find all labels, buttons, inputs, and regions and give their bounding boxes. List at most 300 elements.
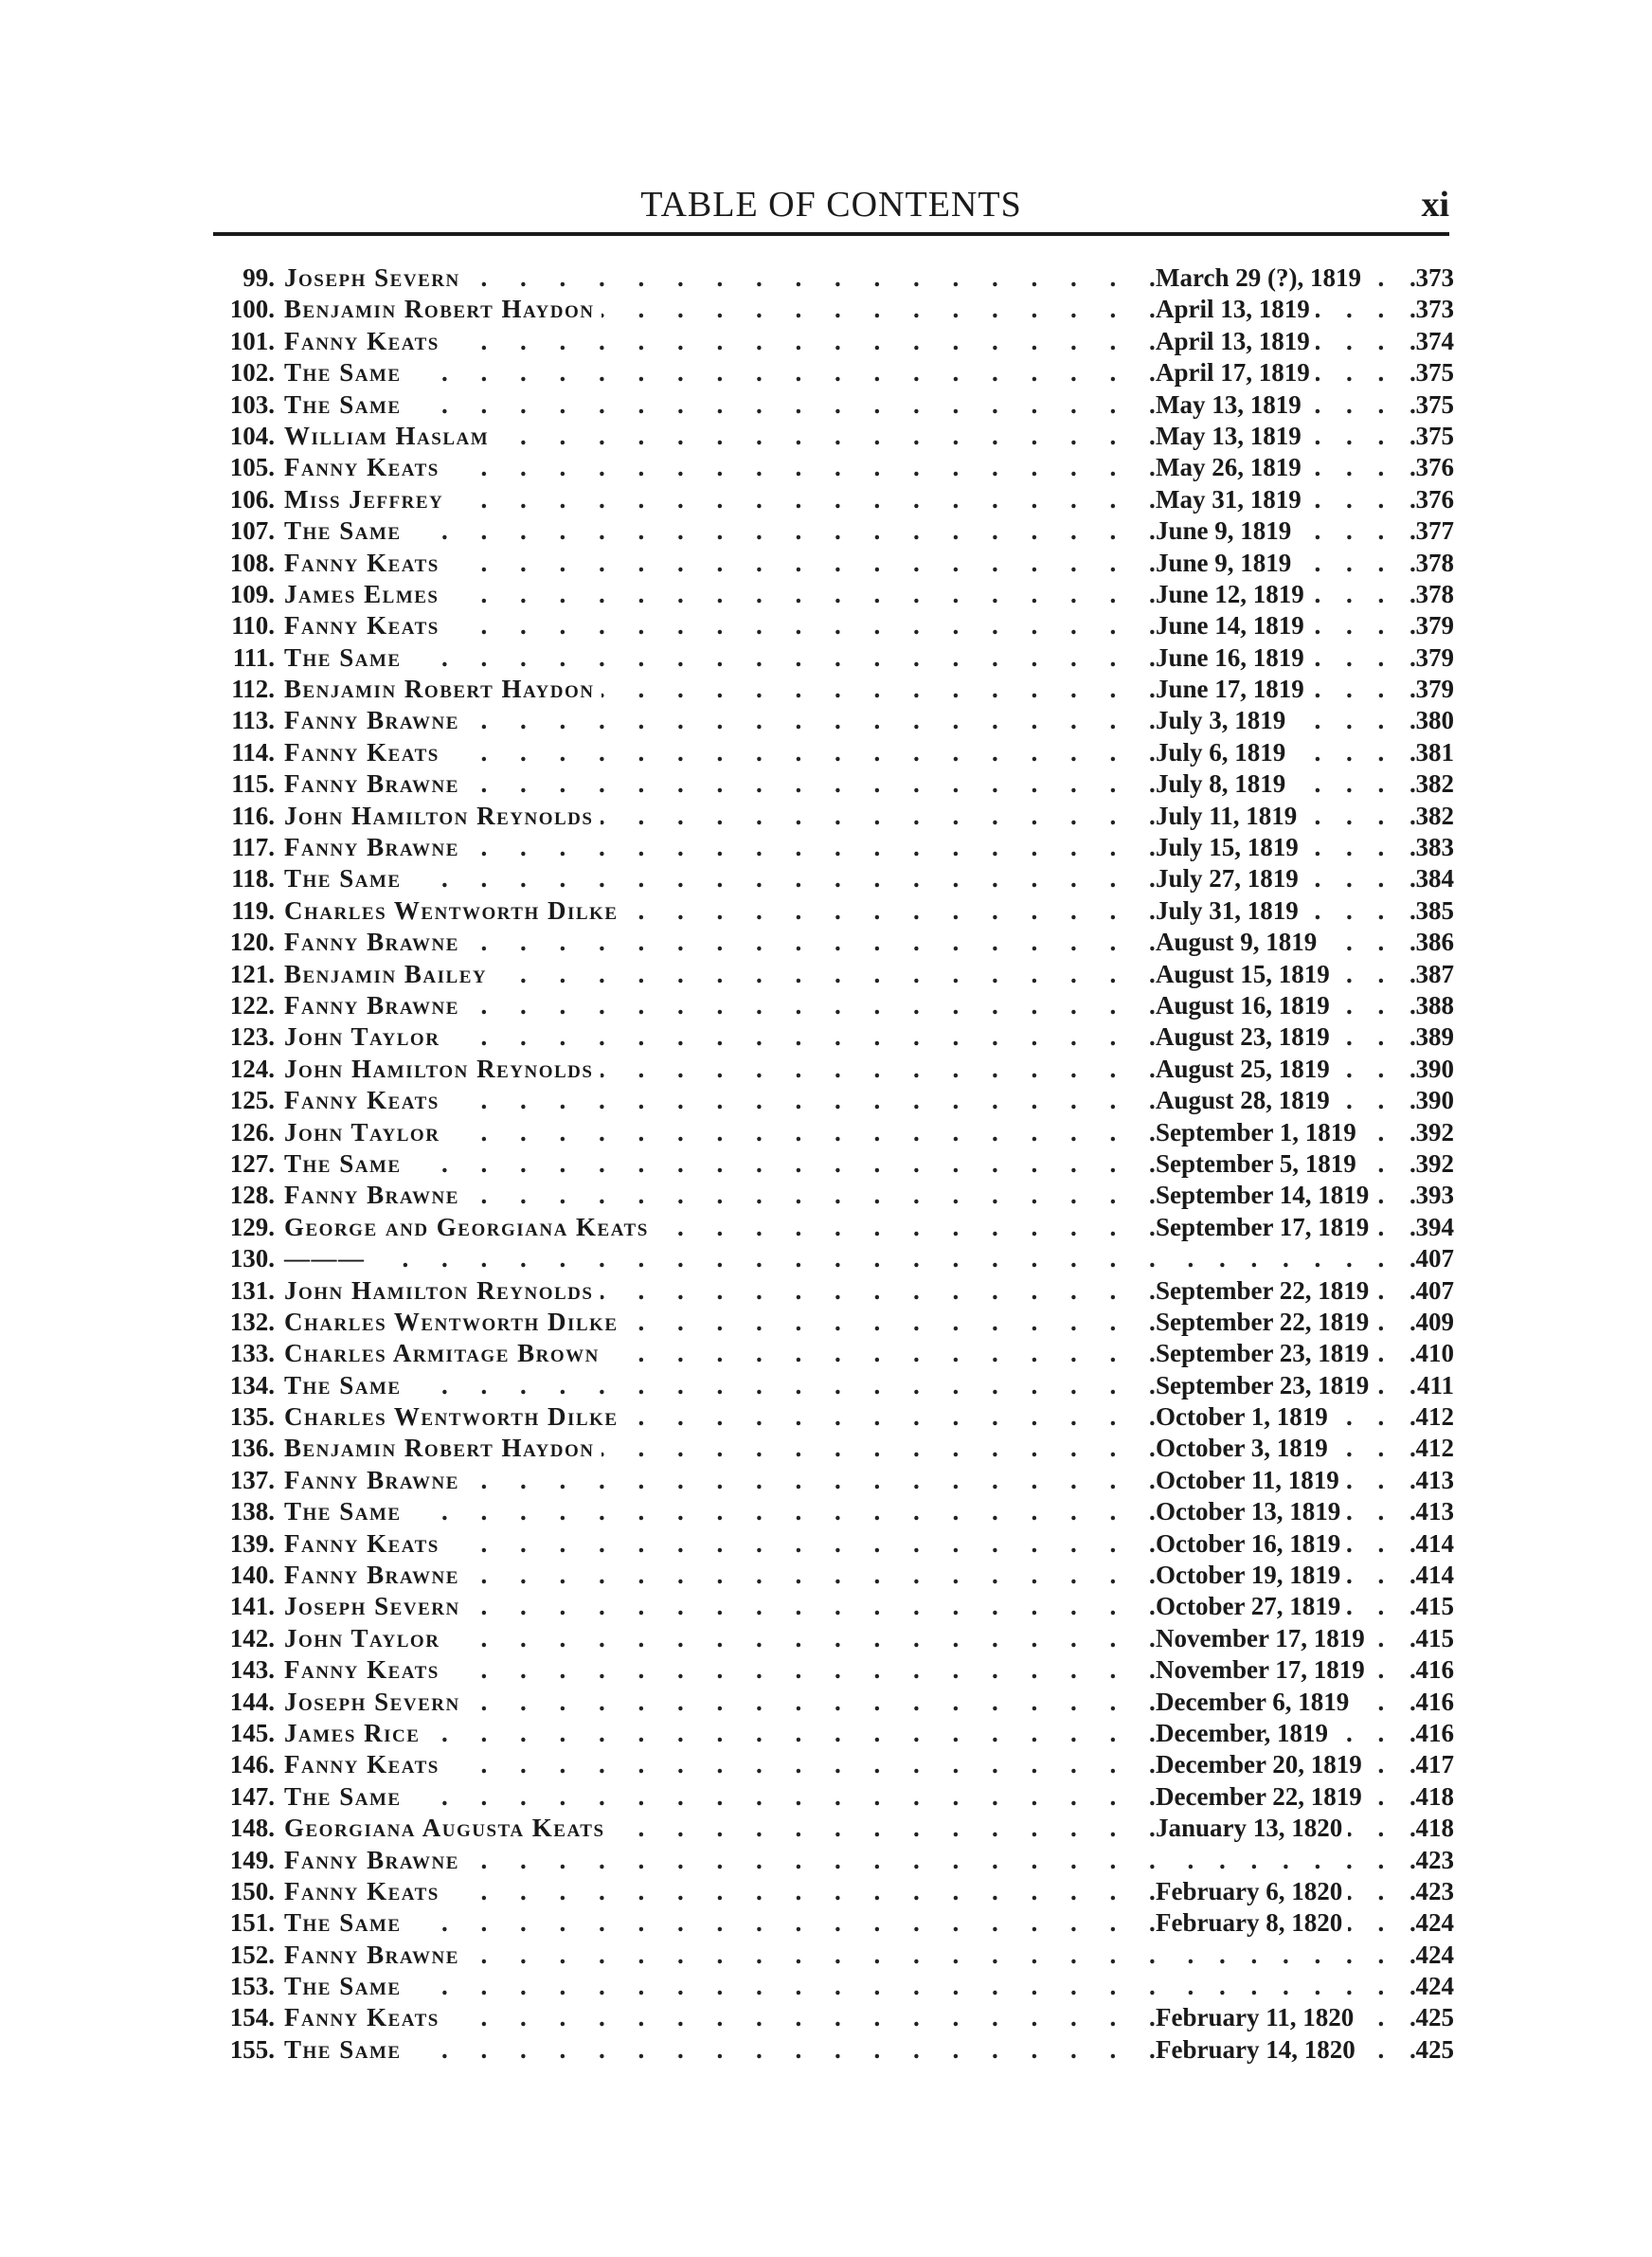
entry-date-cell	[1156, 1654, 1421, 1686]
entry-page: 376	[1407, 484, 1454, 515]
entry-recipient: John Hamilton Reynolds	[275, 801, 601, 832]
entry-number: 131.	[208, 1275, 275, 1307]
entry-number: 125.	[208, 1085, 275, 1116]
entry-date: July 3, 1819	[1156, 706, 1291, 734]
entry-page: 407	[1407, 1275, 1454, 1307]
entry-page: 407	[1407, 1243, 1454, 1274]
entry-date-cell	[1156, 801, 1421, 832]
entry-recipient: Joseph Severn	[275, 1687, 468, 1718]
entry-recipient: Fanny Keats	[275, 1654, 447, 1686]
entry-date-cell	[1156, 1781, 1421, 1813]
entry-date: December 6, 1819	[1156, 1688, 1355, 1716]
entry-number: 109.	[208, 579, 275, 610]
toc-entry	[208, 1940, 1454, 1971]
entry-number: 119.	[208, 895, 275, 927]
entry-date: July 11, 1819	[1156, 802, 1302, 830]
entry-recipient: The Same	[275, 515, 409, 547]
entry-recipient: Fanny Brawne	[275, 705, 467, 736]
toc-entry	[208, 832, 1454, 863]
entry-date-cell	[1156, 1940, 1421, 1971]
entry-page: 375	[1407, 357, 1454, 388]
entry-date: December, 1819	[1156, 1719, 1334, 1747]
entry-date: August 16, 1819	[1156, 991, 1336, 1020]
entry-number: 142.	[208, 1623, 275, 1654]
entry-date: July 15, 1819	[1156, 833, 1304, 861]
entry-date: June 17, 1819	[1156, 675, 1310, 703]
entry-date: September 22, 1819	[1156, 1308, 1374, 1336]
toc-entry	[208, 1876, 1454, 1907]
entry-recipient: Fanny Brawne	[275, 1940, 467, 1971]
entry-page: 415	[1407, 1591, 1454, 1622]
toc-entry	[208, 262, 1454, 294]
entry-number: 115.	[208, 768, 275, 800]
entry-page: 425	[1407, 2034, 1454, 2066]
entry-date: December 22, 1819	[1156, 1782, 1368, 1811]
entry-recipient: Joseph Severn	[275, 1591, 468, 1622]
toc-entry	[208, 452, 1454, 483]
entry-date: September 17, 1819	[1156, 1213, 1374, 1241]
entry-page: 378	[1407, 548, 1454, 579]
toc-entry	[208, 1148, 1454, 1180]
entry-recipient: Fanny Brawne	[275, 1845, 467, 1876]
entry-number: 143.	[208, 1654, 275, 1686]
entry-date-cell	[1156, 1876, 1421, 1907]
entry-date-cell	[1156, 1180, 1421, 1211]
entry-date: October 3, 1819	[1156, 1434, 1334, 1462]
leader-dots	[1156, 1845, 1421, 1876]
entry-date-cell	[1156, 1749, 1421, 1780]
entry-date-cell	[1156, 262, 1421, 294]
entry-date: December 20, 1819	[1156, 1750, 1368, 1779]
toc-entry	[208, 1591, 1454, 1622]
entry-number: 106.	[208, 484, 275, 515]
toc-entry	[208, 1401, 1454, 1433]
entry-recipient: John Hamilton Reynolds	[275, 1275, 601, 1307]
entry-date-cell	[1156, 421, 1421, 452]
entry-recipient: Charles Armitage Brown	[275, 1338, 607, 1369]
leader-dots	[1156, 1243, 1421, 1274]
entry-page: 424	[1407, 1971, 1454, 2002]
entry-date-cell	[1156, 1307, 1421, 1338]
entry-date: July 27, 1819	[1156, 864, 1304, 893]
entry-date	[1156, 1941, 1161, 1969]
entry-date: October 19, 1819	[1156, 1561, 1346, 1589]
toc-entry	[208, 1307, 1454, 1338]
entry-number: 148.	[208, 1813, 275, 1844]
entry-number: 100.	[208, 294, 275, 325]
entry-number: 134.	[208, 1370, 275, 1401]
toc-entry	[208, 1749, 1454, 1780]
toc-entry	[208, 1433, 1454, 1464]
entry-recipient: Fanny Keats	[275, 1876, 447, 1907]
entry-number: 124.	[208, 1054, 275, 1085]
entry-date-cell	[1156, 548, 1421, 579]
entry-page: 379	[1407, 674, 1454, 705]
entry-date-cell	[1156, 1054, 1421, 1085]
entry-page: 374	[1407, 326, 1454, 357]
entry-number: 102.	[208, 357, 275, 388]
entry-date-cell	[1156, 1971, 1421, 2002]
table-of-contents	[208, 262, 1454, 2066]
entry-page: 424	[1407, 1940, 1454, 1971]
entry-page: 424	[1407, 1907, 1454, 1939]
entry-date: June 9, 1819	[1156, 549, 1297, 577]
toc-entry	[208, 421, 1454, 452]
entry-page: 409	[1407, 1307, 1454, 1338]
entry-page: 410	[1407, 1338, 1454, 1369]
entry-recipient: Fanny Brawne	[275, 1180, 467, 1211]
toc-entry	[208, 294, 1454, 325]
entry-page: 425	[1407, 2002, 1454, 2033]
entry-date-cell	[1156, 1813, 1421, 1844]
entry-date-cell	[1156, 452, 1421, 483]
entry-number: 152.	[208, 1940, 275, 1971]
entry-recipient: Fanny Brawne	[275, 768, 467, 800]
entry-number: 122.	[208, 990, 275, 1021]
entry-page: 417	[1407, 1749, 1454, 1780]
toc-entry	[208, 1465, 1454, 1496]
entry-page: 423	[1407, 1845, 1454, 1876]
leader-dots	[284, 389, 1231, 421]
entry-recipient: John Taylor	[275, 1117, 447, 1148]
entry-date: August 25, 1819	[1156, 1055, 1336, 1083]
toc-entry	[208, 1180, 1454, 1211]
entry-number: 132.	[208, 1307, 275, 1338]
entry-date-cell	[1156, 389, 1421, 421]
toc-entry	[208, 326, 1454, 357]
toc-entry	[208, 1528, 1454, 1560]
entry-number: 139.	[208, 1528, 275, 1560]
entry-recipient: The Same	[275, 1496, 409, 1527]
entry-number: 155.	[208, 2034, 275, 2066]
entry-date-cell	[1156, 1496, 1421, 1527]
entry-date-cell	[1156, 1591, 1421, 1622]
entry-date: August 28, 1819	[1156, 1086, 1336, 1114]
entry-number: 116.	[208, 801, 275, 832]
entry-number: 103.	[208, 389, 275, 421]
entry-page: 378	[1407, 579, 1454, 610]
entry-date: October 11, 1819	[1156, 1466, 1345, 1494]
toc-entry	[208, 1212, 1454, 1243]
entry-date-cell	[1156, 2034, 1421, 2066]
entry-date: October 27, 1819	[1156, 1592, 1346, 1620]
entry-recipient: The Same	[275, 2034, 409, 2066]
entry-page: 384	[1407, 863, 1454, 894]
toc-entry	[208, 1687, 1454, 1718]
entry-number: 120.	[208, 927, 275, 958]
entry-recipient: The Same	[275, 1370, 409, 1401]
entry-date: February 14, 1820	[1156, 2035, 1361, 2064]
toc-entry	[208, 2002, 1454, 2033]
entry-date-cell	[1156, 1148, 1421, 1180]
entry-date-cell	[1156, 959, 1421, 990]
entry-date-cell	[1156, 1021, 1421, 1053]
entry-page: 381	[1407, 737, 1454, 768]
entry-date-cell	[1156, 1085, 1421, 1116]
entry-date-cell	[1156, 737, 1421, 768]
entry-recipient: Charles Wentworth Dilke	[275, 1307, 626, 1338]
entry-number: 135.	[208, 1401, 275, 1433]
entry-page: 377	[1407, 515, 1454, 547]
entry-date-cell	[1156, 1560, 1421, 1591]
entry-date: February 11, 1820	[1156, 2003, 1359, 2031]
entry-date: September 5, 1819	[1156, 1149, 1362, 1178]
entry-date	[1156, 1244, 1161, 1273]
entry-recipient: Fanny Keats	[275, 326, 447, 357]
toc-entry	[208, 927, 1454, 958]
entry-number: 145.	[208, 1718, 275, 1749]
toc-entry	[208, 548, 1454, 579]
entry-number: 153.	[208, 1971, 275, 2002]
toc-entry	[208, 863, 1454, 894]
leader-dots	[284, 1781, 1231, 1813]
entry-number: 137.	[208, 1465, 275, 1496]
entry-number: 144.	[208, 1687, 275, 1718]
entry-recipient: Fanny Brawne	[275, 1465, 467, 1496]
entry-date-cell	[1156, 1212, 1421, 1243]
entry-date: February 8, 1820	[1156, 1908, 1348, 1937]
entry-number: 104.	[208, 421, 275, 452]
entry-date-cell	[1156, 768, 1421, 800]
running-header	[213, 176, 1449, 233]
entry-recipient: Fanny Brawne	[275, 990, 467, 1021]
entry-date: July 8, 1819	[1156, 769, 1291, 798]
page-title: TABLE OF CONTENTS	[640, 185, 1022, 225]
toc-entry	[208, 990, 1454, 1021]
entry-date: October 16, 1819	[1156, 1529, 1346, 1558]
entry-number: 150.	[208, 1876, 275, 1907]
entry-number: 110.	[208, 610, 275, 641]
entry-date: June 12, 1819	[1156, 580, 1310, 608]
entry-page: 373	[1407, 262, 1454, 294]
entry-number: 118.	[208, 863, 275, 894]
entry-recipient: Fanny Keats	[275, 610, 447, 641]
entry-recipient: Fanny Brawne	[275, 927, 467, 958]
entry-date-cell	[1156, 990, 1421, 1021]
entry-date: July 6, 1819	[1156, 738, 1291, 767]
entry-number: 138.	[208, 1496, 275, 1527]
leader-dots	[284, 1370, 1231, 1401]
entry-date-cell	[1156, 357, 1421, 388]
entry-date: March 29 (?), 1819	[1156, 263, 1367, 292]
entry-recipient: The Same	[275, 1907, 409, 1939]
toc-entry	[208, 1370, 1454, 1401]
entry-page: 386	[1407, 927, 1454, 958]
entry-date: September 1, 1819	[1156, 1118, 1362, 1147]
entry-date-cell	[1156, 1718, 1421, 1749]
entry-recipient: Fanny Keats	[275, 2002, 447, 2033]
entry-recipient: Charles Wentworth Dilke	[275, 1401, 626, 1433]
entry-recipient: Fanny Keats	[275, 548, 447, 579]
entry-number: 147.	[208, 1781, 275, 1813]
entry-date: May 31, 1819	[1156, 485, 1307, 514]
entry-page: 388	[1407, 990, 1454, 1021]
entry-date: April 17, 1819	[1156, 358, 1316, 387]
entry-recipient: John Taylor	[275, 1021, 447, 1053]
entry-date	[1156, 1972, 1161, 2000]
entry-page: 415	[1407, 1623, 1454, 1654]
entry-recipient: Benjamin Robert Haydon	[275, 1433, 602, 1464]
entry-page: 383	[1407, 832, 1454, 863]
toc-entry	[208, 1054, 1454, 1085]
entry-date-cell	[1156, 610, 1421, 641]
entry-date-cell	[1156, 863, 1421, 894]
entry-page: 416	[1407, 1654, 1454, 1686]
leader-dots	[284, 642, 1231, 674]
entry-date-cell	[1156, 1243, 1421, 1274]
entry-page: 375	[1407, 421, 1454, 452]
entry-recipient: The Same	[275, 1781, 409, 1813]
entry-page: 423	[1407, 1876, 1454, 1907]
entry-date-cell	[1156, 1338, 1421, 1369]
entry-number: 146.	[208, 1749, 275, 1780]
entry-recipient: The Same	[275, 389, 409, 421]
toc-entry	[208, 1813, 1454, 1844]
toc-entry	[208, 674, 1454, 705]
entry-date: August 23, 1819	[1156, 1022, 1336, 1051]
entry-page: 412	[1407, 1433, 1454, 1464]
toc-entry	[208, 959, 1454, 990]
entry-date: June 16, 1819	[1156, 643, 1310, 672]
entry-recipient: James Rice	[275, 1718, 427, 1749]
entry-recipient: The Same	[275, 1971, 409, 2002]
toc-entry	[208, 1718, 1454, 1749]
entry-date-cell	[1156, 1528, 1421, 1560]
entry-number: 123.	[208, 1021, 275, 1053]
leader-dots	[284, 1907, 1231, 1939]
entry-recipient: Miss Jeffrey	[275, 484, 451, 515]
entry-date: July 31, 1819	[1156, 896, 1304, 925]
entry-page: 418	[1407, 1781, 1454, 1813]
entry-number: 101.	[208, 326, 275, 357]
toc-entry	[208, 1117, 1454, 1148]
entry-date: November 17, 1819	[1156, 1624, 1371, 1652]
toc-entry	[208, 357, 1454, 388]
entry-number: 136.	[208, 1433, 275, 1464]
entry-page: 413	[1407, 1465, 1454, 1496]
entry-date-cell	[1156, 1275, 1421, 1307]
toc-entry	[208, 1243, 1454, 1274]
entry-number: 114.	[208, 737, 275, 768]
leader-dots	[284, 1148, 1231, 1180]
entry-recipient: John Taylor	[275, 1623, 447, 1654]
entry-date-cell	[1156, 674, 1421, 705]
entry-number: 133.	[208, 1338, 275, 1369]
entry-recipient: The Same	[275, 863, 409, 894]
entry-recipient: Joseph Severn	[275, 262, 468, 294]
toc-entry	[208, 1845, 1454, 1876]
entry-number: 117.	[208, 832, 275, 863]
entry-date-cell	[1156, 1117, 1421, 1148]
toc-entry	[208, 389, 1454, 421]
entry-recipient: George and Georgiana Keats	[275, 1212, 656, 1243]
entry-date: April 13, 1819	[1156, 327, 1316, 355]
entry-number: 126.	[208, 1117, 275, 1148]
entry-date-cell	[1156, 1433, 1421, 1464]
entry-date: October 1, 1819	[1156, 1402, 1334, 1431]
entry-number: 107.	[208, 515, 275, 547]
entry-page: 392	[1407, 1117, 1454, 1148]
entry-page: 394	[1407, 1212, 1454, 1243]
entry-number: 151.	[208, 1907, 275, 1939]
leader-dots	[284, 2034, 1231, 2066]
entry-date: August 15, 1819	[1156, 960, 1336, 988]
entry-page: 416	[1407, 1687, 1454, 1718]
entry-date	[1156, 1846, 1161, 1874]
entry-number: 141.	[208, 1591, 275, 1622]
entry-date: May 13, 1819	[1156, 390, 1307, 419]
toc-entry	[208, 515, 1454, 547]
toc-entry	[208, 610, 1454, 641]
entry-recipient: The Same	[275, 357, 409, 388]
entry-page: 414	[1407, 1528, 1454, 1560]
entry-number: 99.	[208, 262, 275, 294]
entry-date: January 13, 1820	[1156, 1814, 1348, 1842]
entry-recipient: The Same	[275, 642, 409, 674]
entry-date-cell	[1156, 294, 1421, 325]
entry-page: 382	[1407, 768, 1454, 800]
leader-dots	[284, 515, 1231, 547]
entry-recipient: Fanny Brawne	[275, 1560, 467, 1591]
toc-entry	[208, 1085, 1454, 1116]
entry-page: 414	[1407, 1560, 1454, 1591]
entry-page: 390	[1407, 1054, 1454, 1085]
entry-date: September 22, 1819	[1156, 1276, 1374, 1305]
entry-number: 112.	[208, 674, 275, 705]
leader-dots	[1156, 1940, 1421, 1971]
toc-entry	[208, 2034, 1454, 2066]
entry-page: 393	[1407, 1180, 1454, 1211]
entry-page: 390	[1407, 1085, 1454, 1116]
leader-dots	[284, 357, 1231, 388]
entry-number: 111.	[208, 642, 275, 674]
entry-recipient: William Haslam	[275, 421, 496, 452]
entry-date-cell	[1156, 1401, 1421, 1433]
entry-page: 392	[1407, 1148, 1454, 1180]
entry-number: 127.	[208, 1148, 275, 1180]
entry-date: February 6, 1820	[1156, 1877, 1348, 1905]
entry-recipient: Fanny Keats	[275, 737, 447, 768]
entry-page: 376	[1407, 452, 1454, 483]
entry-date-cell	[1156, 895, 1421, 927]
entry-number: 149.	[208, 1845, 275, 1876]
entry-page: 387	[1407, 959, 1454, 990]
entry-date-cell	[1156, 1907, 1421, 1939]
entry-date-cell	[1156, 1687, 1421, 1718]
toc-entry	[208, 737, 1454, 768]
entry-recipient: Benjamin Robert Haydon	[275, 674, 602, 705]
entry-page: 389	[1407, 1021, 1454, 1053]
toc-entry	[208, 579, 1454, 610]
entry-number: 129.	[208, 1212, 275, 1243]
entry-page: 385	[1407, 895, 1454, 927]
entry-number: 154.	[208, 2002, 275, 2033]
entry-recipient: ———	[275, 1243, 373, 1274]
entry-date: October 13, 1819	[1156, 1497, 1346, 1526]
entry-date-cell	[1156, 2002, 1421, 2033]
entry-recipient: James Elmes	[275, 579, 447, 610]
entry-date-cell	[1156, 1623, 1421, 1654]
entry-page: 373	[1407, 294, 1454, 325]
entry-date: September 23, 1819	[1156, 1371, 1374, 1399]
toc-entry	[208, 1021, 1454, 1053]
entry-page: 379	[1407, 610, 1454, 641]
toc-entry	[208, 1781, 1454, 1813]
entry-date-cell	[1156, 515, 1421, 547]
entry-number: 108.	[208, 548, 275, 579]
entry-date-cell	[1156, 642, 1421, 674]
entry-page: 411	[1407, 1370, 1454, 1401]
